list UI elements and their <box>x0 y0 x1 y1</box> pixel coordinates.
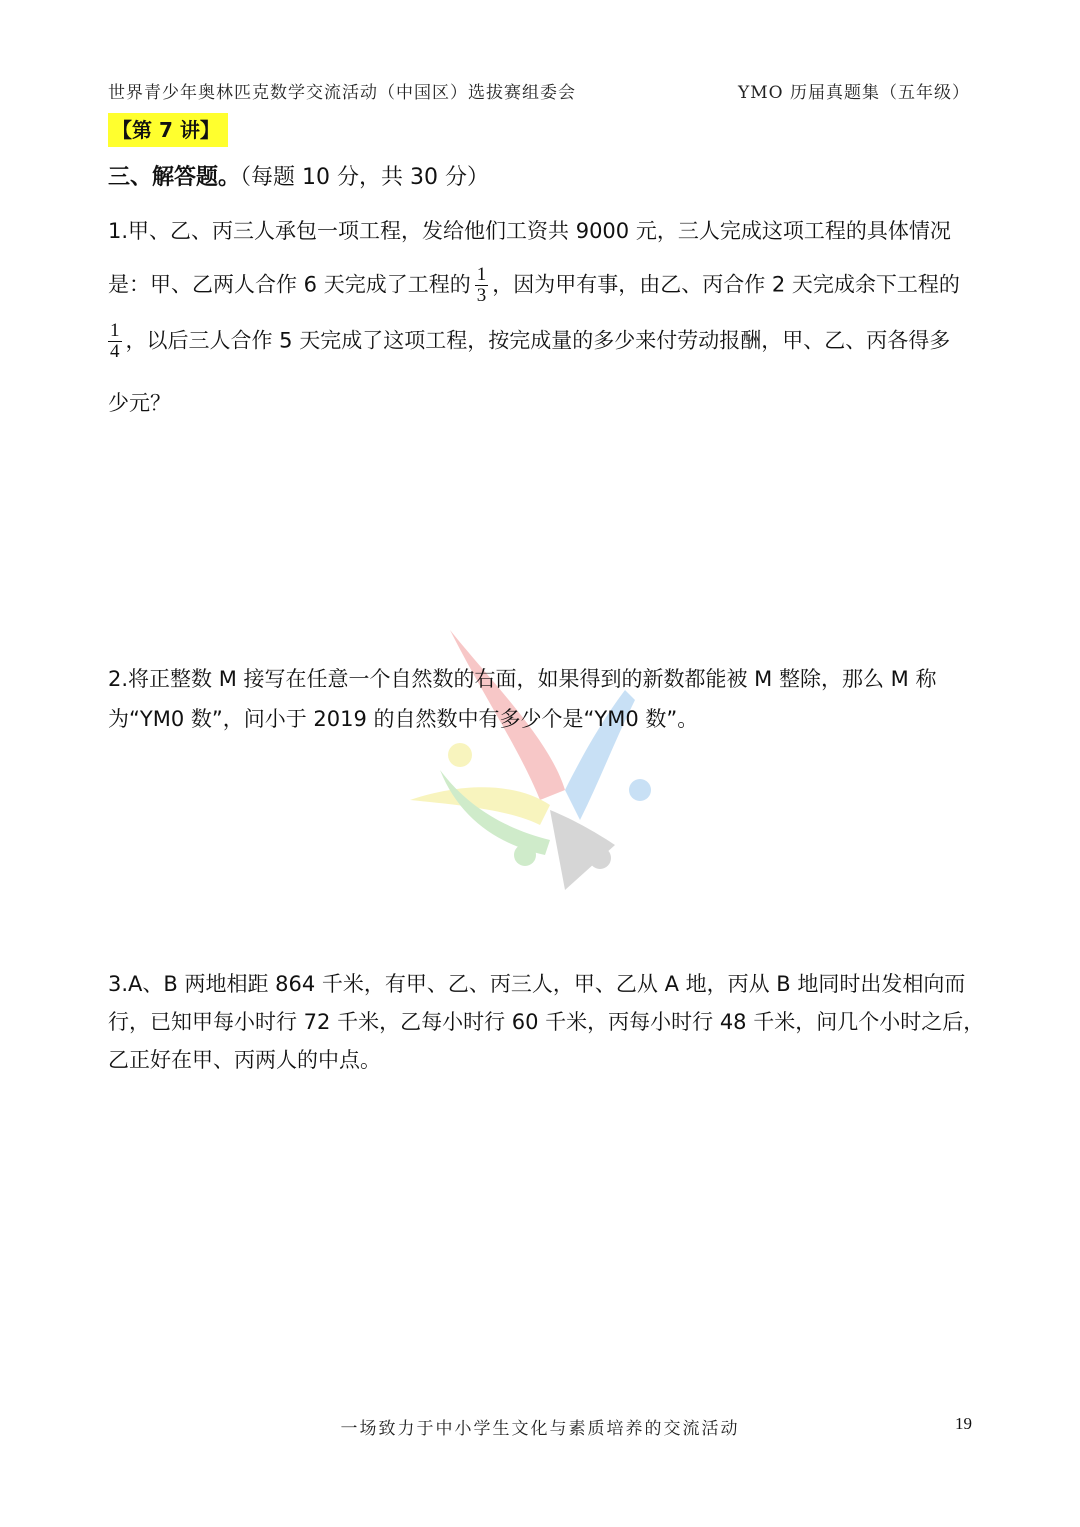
q3-line-2: 行，已知甲每小时行 72 千米，乙每小时行 60 千米，丙每小时行 48 千米，问几个小时之后， <box>108 1010 985 1034</box>
fraction-numerator: 1 <box>110 320 120 341</box>
section-heading: 三、解答题。 <box>108 165 241 190</box>
q1-line-2 <box>108 265 960 306</box>
watermark-logo <box>400 620 660 900</box>
q1-line-2-a: 是：甲、乙两人合作 6 天完成了工程的 <box>108 272 471 297</box>
footer-slogan: 一场致力于中小学生文化与素质培养的交流活动 <box>340 1419 740 1439</box>
q2-line-1: 2.将正整数 M 接写在任意一个自然数的右面，如果得到的新数都能被 M 整除，那么 M 称 <box>108 667 937 691</box>
q1-line-4: 少元？ <box>108 391 171 415</box>
header-collection-title: YMO 历届真题集（五年级） <box>738 83 970 103</box>
fraction-denominator: 4 <box>110 341 120 362</box>
q3-line-1: 3.A、B 两地相距 864 千米，有甲、乙、丙三人，甲、乙从 A 地，丙从 B 地同时出发相向而 <box>108 972 966 996</box>
lecture-tag: 【第 7 讲】 <box>108 113 228 147</box>
q1-line-3-text: ，以后三人合作 5 天完成了这项工程，按完成量的多少来付劳动报酬，甲、乙、丙各得多 <box>125 328 951 353</box>
page-number: 19 <box>955 1414 972 1433</box>
section-score-note: （每题 10 分，共 30 分） <box>240 165 489 190</box>
q1-line-2-b: ，因为甲有事，由乙、丙合作 2 天完成余下工程的 <box>492 272 960 297</box>
q2-line-2: 为“YM0 数”，问小于 2019 的自然数中有多少个是“YM0 数”。 <box>108 707 699 731</box>
fraction-numerator: 1 <box>476 264 487 285</box>
header-organizer: 世界青少年奥林匹克数学交流活动（中国区）选拔赛组委会 <box>108 83 576 103</box>
q3-line-3: 乙正好在甲、丙两人的中点。 <box>108 1048 381 1072</box>
q1-line-3 <box>108 321 950 362</box>
q1-line-1: 1.甲、乙、丙三人承包一项工程，发给他们工资共 9000 元，三人完成这项工程的具体情况 <box>108 219 951 243</box>
fraction-one-quarter <box>108 321 122 362</box>
section-title <box>108 160 489 191</box>
fraction-denominator: 3 <box>476 285 487 306</box>
fraction-one-third <box>475 265 489 306</box>
